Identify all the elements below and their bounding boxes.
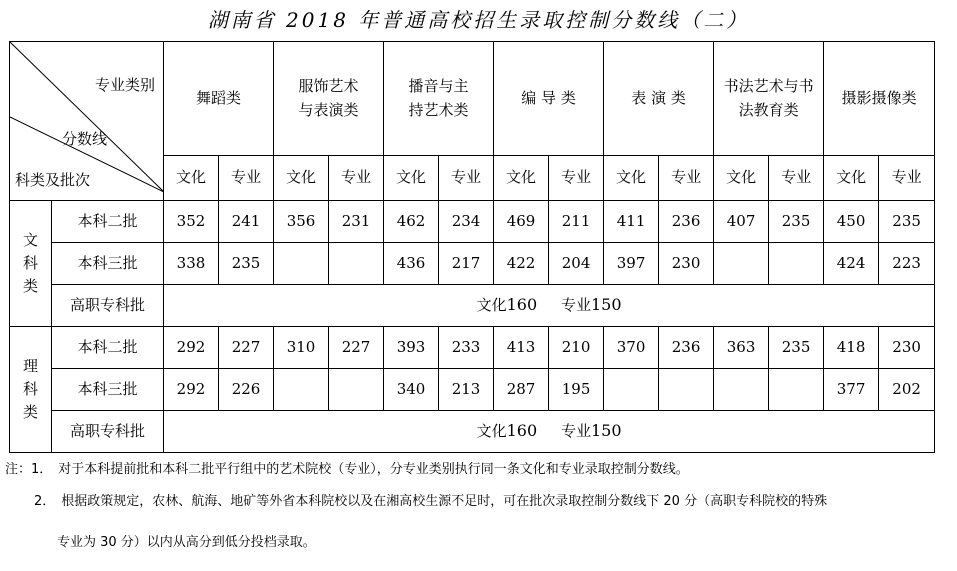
score-cell: 340: [384, 369, 439, 411]
score-cell: 213: [439, 369, 494, 411]
score-cell: 241: [219, 201, 274, 243]
score-cell: 235: [219, 243, 274, 285]
score-cell: 287: [494, 369, 549, 411]
corner-batch-label: 科类及批次: [15, 170, 91, 189]
sub-header-culture: 文化: [824, 156, 879, 201]
score-cell: 234: [439, 201, 494, 243]
footnote-number: 1．: [31, 462, 53, 477]
sub-header-culture: 文化: [274, 156, 329, 201]
score-cell: [604, 369, 659, 411]
score-cell: 231: [329, 201, 384, 243]
corner-header-cell: [10, 42, 164, 201]
table-row: [10, 201, 935, 243]
sub-header-major: 专业: [439, 156, 494, 201]
score-cell: 377: [824, 369, 879, 411]
score-cell: 211: [549, 201, 604, 243]
score-cell: [274, 243, 329, 285]
score-table: [9, 41, 935, 453]
score-cell: 235: [769, 327, 824, 369]
score-cell: 310: [274, 327, 329, 369]
sub-header-culture: 文化: [604, 156, 659, 201]
footnote-text: 对于本科提前批和本科二批平行组中的艺术院校（专业），分专业类别执行同一条文化和专业录取控制分数线。: [58, 462, 689, 477]
category-header-broadcast: 播音与主 持艺术类: [384, 42, 494, 156]
score-cell: 230: [879, 327, 935, 369]
score-cell: 230: [659, 243, 714, 285]
score-cell: 407: [714, 201, 769, 243]
score-cell: 233: [439, 327, 494, 369]
score-cell: 217: [439, 243, 494, 285]
sub-header-culture: 文化: [164, 156, 219, 201]
score-cell: 413: [494, 327, 549, 369]
batch-label: 本科三批: [52, 243, 164, 285]
score-cell: [769, 243, 824, 285]
table-row: [10, 285, 935, 327]
score-cell: [659, 369, 714, 411]
score-cell: 397: [604, 243, 659, 285]
vocational-score-cell: 文化160 专业150: [164, 285, 935, 327]
footnote-number: 2．: [34, 494, 56, 509]
score-cell: 292: [164, 369, 219, 411]
sub-header-major: 专业: [659, 156, 714, 201]
category-header-dance: 舞蹈类: [164, 42, 274, 156]
score-cell: 195: [549, 369, 604, 411]
score-cell: 469: [494, 201, 549, 243]
category-header-directing: 编 导 类: [494, 42, 604, 156]
footnote-prefix: 注：: [5, 462, 32, 477]
score-cell: 424: [824, 243, 879, 285]
score-cell: 236: [659, 201, 714, 243]
batch-label: 本科三批: [52, 369, 164, 411]
score-cell: 462: [384, 201, 439, 243]
footnote-text: 专业为 30 分）以内从高分到低分投档录取。: [57, 535, 316, 550]
category-header-calligraphy: 书法艺术与书 法教育类: [714, 42, 824, 156]
sub-header-major: 专业: [879, 156, 935, 201]
score-cell: 370: [604, 327, 659, 369]
score-cell: [329, 369, 384, 411]
score-cell: 411: [604, 201, 659, 243]
batch-label: 高职专科批: [52, 411, 164, 453]
score-cell: 436: [384, 243, 439, 285]
score-cell: 450: [824, 201, 879, 243]
batch-label: 本科二批: [52, 327, 164, 369]
table-row: [10, 327, 935, 369]
batch-label: 本科二批: [52, 201, 164, 243]
corner-category-label: 专业类别: [94, 76, 155, 94]
footnote-2-continued: [57, 531, 316, 550]
batch-label: 高职专科批: [52, 285, 164, 327]
score-cell: [714, 243, 769, 285]
table-row: [10, 369, 935, 411]
group-label-liberal-arts: 文 科 类: [10, 201, 52, 327]
score-cell: 356: [274, 201, 329, 243]
category-header-fashion: 服饰艺术 与表演类: [274, 42, 384, 156]
score-cell: 418: [824, 327, 879, 369]
score-cell: 292: [164, 327, 219, 369]
page-title: 湖南省 2018 年普通高校招生录取控制分数线（二）: [207, 8, 750, 32]
footnote-1: [5, 458, 689, 477]
footnote-text: 根据政策规定，农林、航海、地矿等外省本科院校以及在湘高校生源不足时，可在批次录取控制分数线下 20 分（高职专科院校的特殊: [61, 494, 828, 509]
score-cell: 226: [219, 369, 274, 411]
sub-header-culture: 文化: [494, 156, 549, 201]
sub-header-major: 专业: [549, 156, 604, 201]
score-cell: [329, 243, 384, 285]
sub-header-culture: 文化: [384, 156, 439, 201]
score-cell: 204: [549, 243, 604, 285]
category-header-photography: 摄影摄像类: [824, 42, 935, 156]
group-label-science: 理 科 类: [10, 327, 52, 453]
score-cell: 227: [219, 327, 274, 369]
score-cell: 223: [879, 243, 935, 285]
vocational-score-cell: 文化160 专业150: [164, 411, 935, 453]
score-cell: 235: [769, 201, 824, 243]
score-cell: 338: [164, 243, 219, 285]
footnote-2: [34, 490, 827, 509]
score-cell: 210: [549, 327, 604, 369]
score-cell: 236: [659, 327, 714, 369]
sub-header-major: 专业: [219, 156, 274, 201]
score-cell: 422: [494, 243, 549, 285]
score-cell: 227: [329, 327, 384, 369]
sub-header-major: 专业: [769, 156, 824, 201]
sub-header-major: 专业: [329, 156, 384, 201]
score-cell: 363: [714, 327, 769, 369]
table-row: [10, 243, 935, 285]
category-header-performance: 表 演 类: [604, 42, 714, 156]
corner-score-label: 分数线: [62, 130, 108, 148]
score-cell: [769, 369, 824, 411]
score-cell: 352: [164, 201, 219, 243]
score-cell: [714, 369, 769, 411]
sub-header-culture: 文化: [714, 156, 769, 201]
score-cell: 393: [384, 327, 439, 369]
score-cell: 235: [879, 201, 935, 243]
table-row: [10, 411, 935, 453]
score-cell: [274, 369, 329, 411]
score-cell: 202: [879, 369, 935, 411]
